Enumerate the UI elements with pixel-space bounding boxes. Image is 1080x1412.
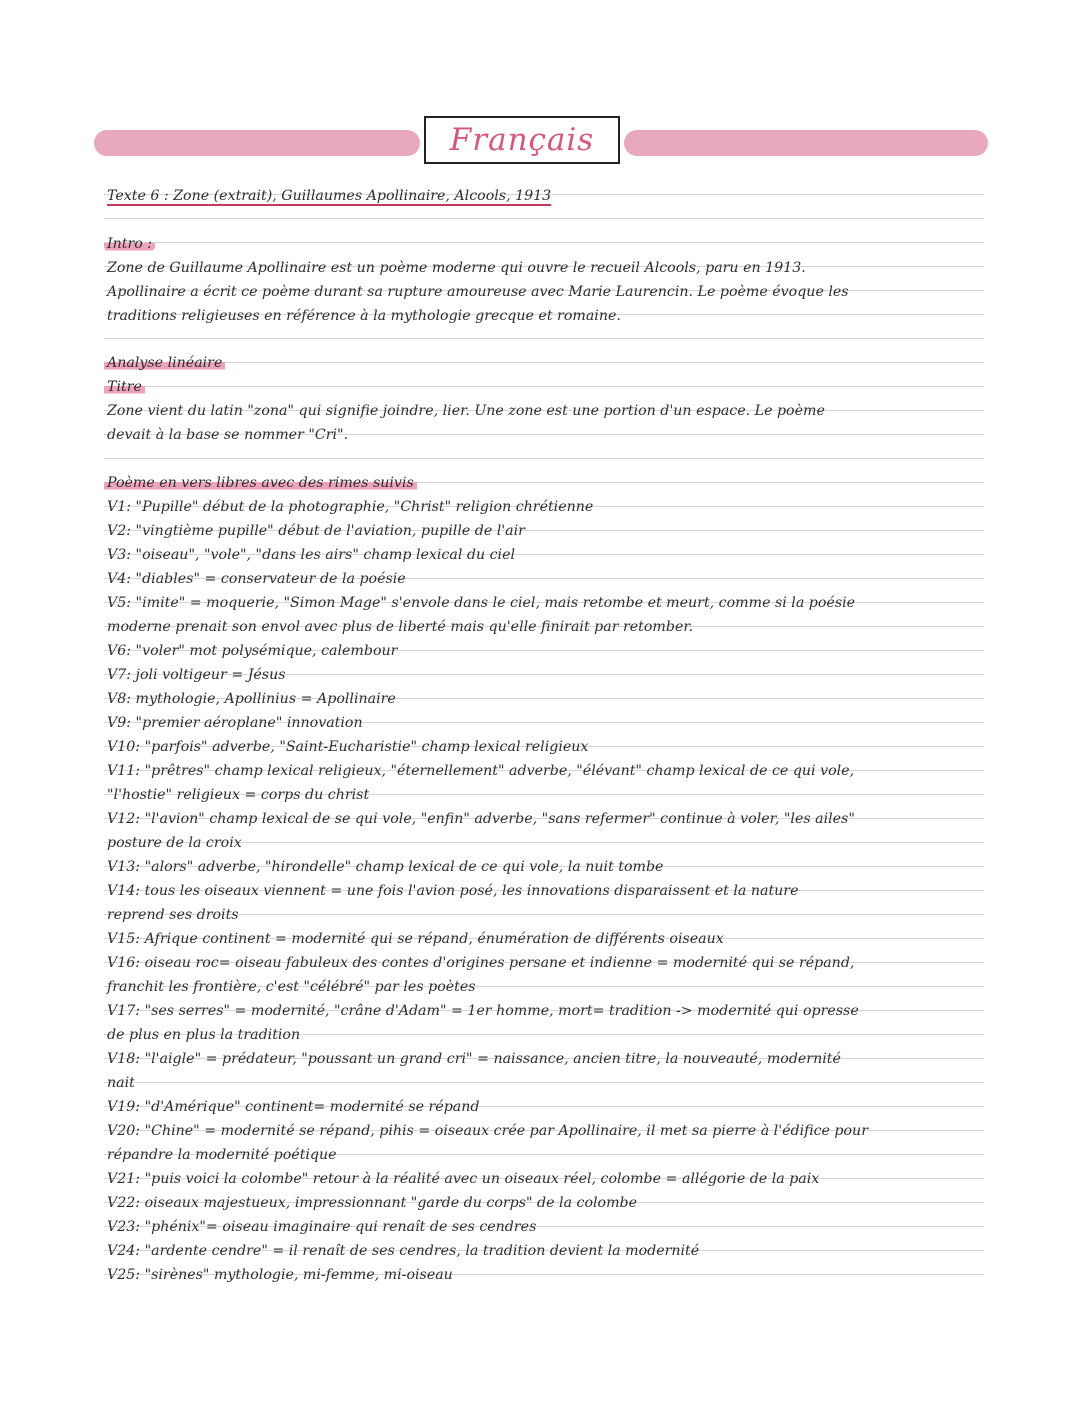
titre-line: devait à la base se nommer "Cri". (107, 427, 349, 443)
page-title: Français (449, 122, 595, 158)
vers-line: V14: tous les oiseaux viennent = une fois l'avion posé, les innovations disparaissent et la nature (107, 883, 799, 899)
vers-line: V19: "d'Amérique" continent= modernité se répand (107, 1099, 480, 1115)
vers-line: V23: "phénix"= oiseau imaginaire qui renaît de ses cendres (107, 1219, 537, 1235)
vers-line: V4: "diables" = conservateur de la poésie (107, 571, 406, 587)
vers-line: V11: "prêtres" champ lexical religieux, "éternellement" adverbe, "élévant" champ lexical de ce qui vole, (107, 763, 855, 779)
intro-line: Zone de Guillaume Apollinaire est un poème moderne qui ouvre le recueil Alcools, paru en 1913. (107, 260, 806, 276)
vers-line: V10: "parfois" adverbe, "Saint-Eucharistie" champ lexical religieux (107, 739, 589, 755)
vers-line: V1: "Pupille" début de la photographie, "Christ" religion chrétienne (107, 499, 594, 515)
vers-line: V20: "Chine" = modernité se répand, pihis = oiseaux crée par Apollinaire, il met sa pierre à l'édifice pour (107, 1123, 868, 1139)
vers-line: V2: "vingtième pupille" début de l'aviation, pupille de l'air (107, 523, 525, 539)
vers-line: V15: Afrique continent = modernité qui se répand, énumération de différents oiseaux (107, 931, 724, 947)
vers-heading-text: Poème en vers libres avec des rimes suivis (104, 475, 417, 491)
header-band-left (94, 130, 420, 156)
analyse-heading (107, 353, 225, 373)
intro-heading-text: Intro : (104, 236, 155, 252)
ruled-line (104, 338, 984, 339)
analyse-heading-text: Analyse linéaire (104, 355, 225, 371)
vers-line: V13: "alors" adverbe, "hirondelle" champ lexical de ce qui vole, la nuit tombe (107, 859, 664, 875)
vers-line: de plus en plus la tradition (107, 1027, 301, 1043)
titre-label-text: Titre (104, 379, 145, 395)
ruled-line (104, 218, 984, 219)
vers-line: V22: oiseaux majestueux, impressionnant "garde du corps" de la colombe (107, 1195, 638, 1211)
vers-line: V7: joli voltigeur = Jésus (107, 667, 286, 683)
subject-line: Texte 6 : Zone (extrait), Guillaumes Apollinaire, Alcools, 1913 (107, 188, 552, 204)
vers-line: posture de la croix (107, 835, 242, 851)
vers-line: nait (107, 1075, 135, 1091)
intro-line: Apollinaire a écrit ce poème durant sa rupture amoureuse avec Marie Laurencin. Le poème évoque les (107, 284, 849, 300)
vers-line: V16: oiseau roc= oiseau fabuleux des contes d'origines persane et indienne = modernité qui se répand, (107, 955, 855, 971)
intro-line: traditions religieuses en référence à la mythologie grecque et romaine. (107, 308, 621, 324)
header-band-right (624, 130, 988, 156)
ruled-line (104, 386, 984, 387)
vers-line: V18: "l'aigle" = prédateur, "poussant un grand cri" = naissance, ancien titre, la nouveauté, modernité (107, 1051, 841, 1067)
vers-line: V5: "imite" = moquerie, "Simon Mage" s'envole dans le ciel, mais retombe et meurt, comme si la poésie (107, 595, 856, 611)
vers-line: V9: "premier aéroplane" innovation (107, 715, 363, 731)
vers-line: V24: "ardente cendre" = il renaît de ses cendres, la tradition devient la modernité (107, 1243, 700, 1259)
vers-line: franchit les frontière, c'est "célébré" par les poètes (107, 979, 476, 995)
intro-heading (107, 234, 155, 254)
ruled-line (104, 458, 984, 459)
vers-line: reprend ses droits (107, 907, 239, 923)
vers-line: V6: "voler" mot polysémique, calembour (107, 643, 398, 659)
ruled-line (104, 1082, 984, 1083)
vers-line: moderne prenait son envol avec plus de liberté mais qu'elle finirait par retomber. (107, 619, 694, 635)
titre-line: Zone vient du latin "zona" qui signifie joindre, lier. Une zone est une portion d'un espace. Le poème (107, 403, 825, 419)
vers-line: V25: "sirènes" mythologie, mi-femme, mi-oiseau (107, 1267, 453, 1283)
vers-heading (107, 473, 417, 493)
vers-line: V12: "l'avion" champ lexical de se qui vole, "enfin" adverbe, "sans refermer" continue à voler, "les ailes" (107, 811, 855, 827)
vers-line: "l'hostie" religieux = corps du christ (107, 787, 370, 803)
ruled-line (104, 242, 984, 243)
vers-line: V17: "ses serres" = modernité, "crâne d'Adam" = 1er homme, mort= tradition -> modernité qui opresse (107, 1003, 859, 1019)
ruled-line (104, 362, 984, 363)
titre-label (107, 377, 145, 397)
vers-line: V8: mythologie, Apollinius = Apollinaire (107, 691, 396, 707)
vers-line: V3: "oiseau", "vole", "dans les airs" champ lexical du ciel (107, 547, 516, 563)
vers-line: répandre la modernité poétique (107, 1147, 337, 1163)
page-title-box (424, 116, 620, 164)
vers-line: V21: "puis voici la colombe" retour à la réalité avec un oiseaux réel, colombe = allégorie de la paix (107, 1171, 820, 1187)
